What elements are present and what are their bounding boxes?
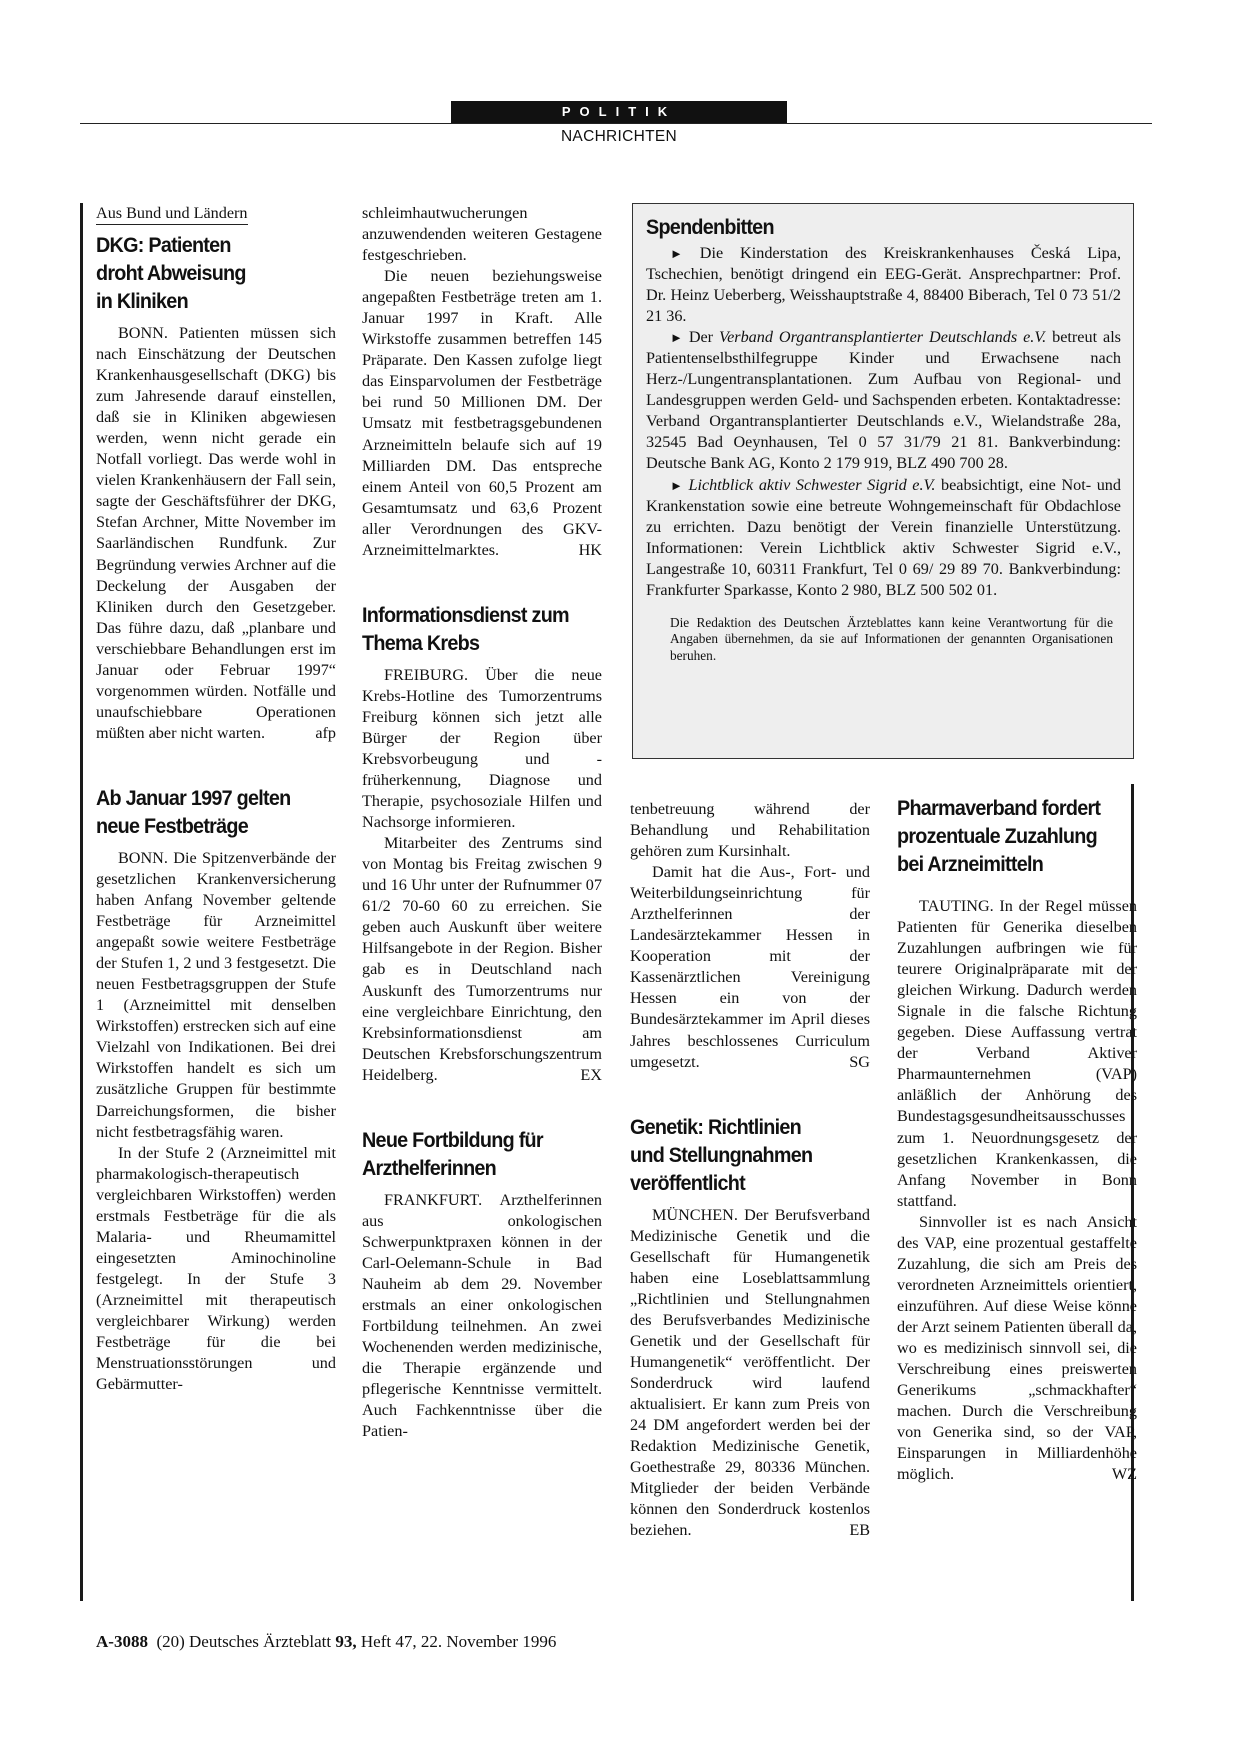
author-signature: EB (849, 1521, 870, 1540)
article-body: Die neuen beziehungsweise angepaßten Festbeträge treten am 1. Januar 1997 in Kraft. Alle Wirkstoffe zusammen betreffen 145 Präparate. Den Kassen zufolge liegt das Einsparvolumen der Festbeträge bei rund 50 Millionen DM. Der Umsatz mit festbetragsgebundenen Arzneimitteln belaufe sich auf 19 Milliarden DM. Das entspreche einem Anteil von 60,5 Prozent am Gesamtumsatz und 63,6 Prozent aller Verordnungen des GKV-Arzneimittelmarktes. HK (362, 266, 602, 561)
author-signature: afp (315, 723, 336, 742)
author-signature: WZ (1111, 1465, 1137, 1484)
article-body: BONN. Patienten müssen sich nach Einschätzung der Deutschen Krankenhausgesellschaft (DKG) bis zum Jahresende darauf einstellen, daß sie in Kliniken abgewiesen werden, wenn nicht gerade ein Notfall vorliegt. Das werde wohl in vielen Krankenhäusern der Fall sein, sagte der Geschäftsführer der DKG, Stefan Archner, Mitte November im Saarländischen Rundfunk. Zur Begründung verwies Archner auf die Deckelung der Ausgaben der Kliniken durch den Gesetzgeber. Das führe dazu, daß „planbare und verschiebbare Behandlungen erst im Januar oder Februar 1997“ vorgenommen würden. Notfälle und unaufschiebbare Operationen müßten aber nicht warten. afp (96, 323, 336, 744)
author-signature: SG (849, 1052, 870, 1071)
box-item: ► Der Verband Organtransplantierter Deutschlands e.V. betreut als Patientenselbsthilfegruppe Kinder und Erwachsene nach Herz-/Lungentransplantationen. Zum Aufbau von Regional- und Landesgruppen werden Geld- und Sachspenden erbeten. Kontaktadresse: Verband Organtransplantierter Deutschlands e.V., Wielandstraße 28a, 32545 Bad Oeynhausen, Tel 0 57 31/79 21 81. Bankverbindung: Deutsche Bank AG, Konto 2 179 919, BLZ 490 700 28. (646, 328, 1121, 473)
box-title: Spendenbitten (646, 215, 774, 239)
headline-festbetraege: Ab Januar 1997 gelten neue Festbeträge (96, 785, 291, 838)
author-signature: EX (580, 1065, 602, 1084)
publication-name: (20) Deutsches Ärzteblatt (156, 1632, 332, 1651)
box-item: ► Lichtblick aktiv Schwester Sigrid e.V. beabsichtigt, eine Not- und Krankenstation sowie eine betreute Wohngemeinschaft für Obdachlose zu errichten. Dazu benötigt der Verein finanzielle Unterstützung. Informationen: Verein Lichtblick aktiv Schwester Sigrid e.V., Langestraße 10, 60311 Frankfurt, Tel 0 69/ 29 89 70. Bankverbindung: Frankfurter Sparkasse, Konto 2 980, BLZ 500 502 01. (646, 475, 1121, 599)
triangle-bullet-icon: ► (670, 330, 683, 346)
article-body: Damit hat die Aus-, Fort- und Weiterbildungseinrichtung für Arzthelferinnen der Landesärztekammer Hessen in Kooperation mit der Kassenärztlichen Vereinigung Hessen ein von der Bundesärztekammer im April dieses Jahres beschlossenes Curriculum umgesetzt. SG (630, 862, 870, 1072)
article-body: TAUTING. In der Regel müssen Patienten für Generika dieselben Zuzahlungen aufbringen wie für teurere Originalpräparate mit der gleichen Wirkung. Dadurch werden Signale in die falsche Richtung gegeben. Diese Auffassung vertrat der Verband Aktiver Pharmaunternehmen (VAP) anläßlich der Anhörung des Bundestagsgesundheitsausschusses zum 1. Neuordnungsgesetz der gesetzlichen Krankenkassen, die Anfang November in Bonn stattfand. (897, 897, 1137, 1210)
column-2 (362, 203, 602, 1442)
header-rule (80, 123, 1152, 124)
article-body: In der Stufe 2 (Arzneimittel mit pharmakologisch-therapeutisch vergleichbaren Wirkstoffen) werden erstmals Festbeträge für die als Malaria- und Rheumamittel eingesetzten Aminochinoline festgelegt. In der Stufe 3 (Arzneimittel mit therapeutisch vergleichbarer Wirkung) werden Festbeträge für die bei Menstruationsstörungen und Gebärmutter- (96, 1143, 336, 1394)
left-margin-rule (80, 203, 83, 1601)
article-body: FREIBURG. Über die neue Krebs-Hotline des Tumorzentrums Freiburg können sich jetzt alle Bürger der Region über Krebsvorbeugung und -früherkennung, Diagnose und Therapie, psychosoziale Hilfen und Nachsorge informieren. (362, 665, 602, 832)
volume-number: 93, (335, 1632, 357, 1651)
editorial-disclaimer: Die Redaktion des Deutschen Ärzteblattes kann keine Verantwortung für die Angaben übernehmen, da sie auf Informationen der genannten Organisationen beruhen. (670, 614, 1113, 663)
spendenbitten-box (632, 203, 1134, 759)
article-body: BONN. Die Spitzenverbände der gesetzlichen Krankenversicherung haben Anfang November geltende Festbeträge für Arzneimittel angepaßt sowie weitere Festbeträge der Stufen 1, 2 und 3 festgesetzt. Die neuen Festbetragsgruppen der Stufe 1 (Arzneimittel mit denselben Wirkstoffen) erstrecken sich auf eine Vielzahl von Indikationen. Bei drei Wirkstoffen handelt es sich um zusätzliche Gruppen für bestimmte Darreichungsformen, die bisher nicht festbetragsfähig waren. (96, 848, 336, 1141)
headline-krebs: Informationsdienst zum Thema Krebs (362, 602, 569, 655)
headline-dkg: DKG: Patienten droht Abweisung in Kliniken (96, 233, 246, 313)
page-number: A-3088 (96, 1632, 148, 1651)
article-body: Sinnvoller ist es nach Ansicht des VAP, eine prozentual gestaffelte Zuzahlung, die sich am Preis des verordneten Arzneimittels orientiert, einzuführen. Auf diese Weise könne der Arzt seinem Patienten überall da, wo es medizinisch sinnvoll sei, die Verschreibung eines preiswerten Generikums „schmackhafter“ machen. Durch die Verschreibung von Generika sind, so der VAP, Einsparungen in Milliardenhöhe möglich. WZ (897, 1212, 1137, 1486)
article-body: FRANKFURT. Arzthelferinnen aus onkologischen Schwerpunktpraxen können in der Carl-Oelemann-Schule in Bad Nauheim ab dem 29. November erstmals an einer onkologischen Fortbildung teilnehmen. An zwei Wochenenden werden medizinische, die Therapie ergänzende und pflegerische Kenntnisse vermittelt. Auch Fachkenntnisse über die Patien- (362, 1190, 602, 1441)
column-1 (96, 203, 336, 1395)
triangle-bullet-icon: ► (670, 246, 683, 261)
triangle-bullet-icon: ► (670, 477, 683, 493)
article-body: tenbetreuung während der Behandlung und Rehabilitation gehören zum Kursinhalt. (630, 800, 870, 861)
article-body: MÜNCHEN. Der Berufsverband Medizinische Genetik und die Gesellschaft für Humangenetik haben eine Loseblattsammlung „Richtlinien und Stellungnahmen des Berufsverbandes Medizinische Genetik und der Gesellschaft für Humangenetik“ veröffentlicht. Der Sonderdruck wird laufend aktualisiert. Er kann zum Preis von 24 DM angefordert werden bei der Redaktion Medizinische Genetik, Goethestraße 29, 80336 München. Mitglieder der beiden Verbände können den Sonderdruck kostenlos beziehen. EB (630, 1205, 870, 1542)
section-label: POLITIK (451, 101, 787, 123)
headline-pharmaverband: Pharmaverband fordert prozentuale Zuzahlung bei Arzneimitteln (897, 796, 1101, 876)
article-body: Mitarbeiter des Zentrums sind von Montag bis Freitag zwischen 9 und 16 Uhr unter der Rufnummer 07 61/2 70-60 60 zu erreichen. Sie geben auch Auskunft über weitere Hilfsangebote in der Region. Bisher gab es in Deutschland nach Auskunft des Tumorzentrums nur eine vergleichbare Einrichtung, den Krebsinformationsdienst am Deutschen Krebsforschungszentrum Heidelberg. EX (362, 833, 602, 1086)
subsection-label: NACHRICHTEN (560, 128, 678, 145)
issue-date: Heft 47, 22. November 1996 (360, 1632, 557, 1651)
column-4 (897, 794, 1137, 1485)
headline-genetik: Genetik: Richtlinien und Stellungnahmen veröffentlicht (630, 1114, 813, 1195)
box-item: ► Die Kinderstation des Kreiskrankenhauses Česká Lipa, Tschechien, benötigt dringend ein EEG-Gerät. Ansprechpartner: Prof. Dr. Heinz Ueberberg, Weisshauptstraße 4, 88400 Biberach, Tel 0 73 51/2 21 36. (646, 244, 1121, 326)
headline-fortbildung: Neue Fortbildung für Arzthelferinnen (362, 1127, 543, 1180)
author-signature: HK (578, 540, 602, 559)
page-footer (96, 1632, 556, 1652)
rubric: Aus Bund und Ländern (96, 203, 248, 225)
article-body: schleimhautwucherungen anzuwendenden weiteren Gestagene festgeschrieben. (362, 204, 602, 265)
column-3 (630, 799, 870, 1541)
